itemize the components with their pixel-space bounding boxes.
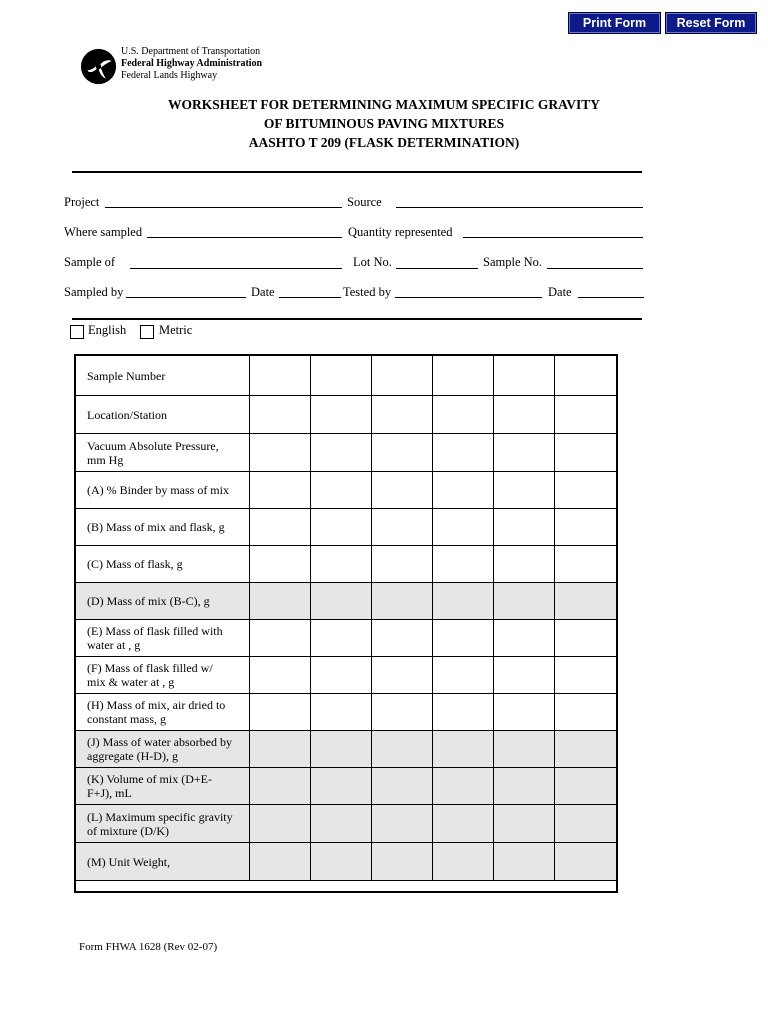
agency-line-fhwa: Federal Highway Administration [121, 58, 263, 69]
row-label: (K) Volume of mix (D+E- F+J), mL [76, 768, 250, 805]
data-cell[interactable] [311, 620, 372, 657]
data-cell[interactable] [311, 731, 372, 768]
data-cell[interactable] [372, 731, 433, 768]
data-cell[interactable] [372, 843, 433, 881]
data-cell[interactable] [433, 843, 494, 881]
date1-field[interactable] [279, 297, 341, 298]
data-cell[interactable] [555, 657, 617, 694]
data-cell[interactable] [250, 434, 311, 472]
data-cell[interactable] [494, 843, 555, 881]
data-cell[interactable] [555, 731, 617, 768]
data-cell[interactable] [372, 396, 433, 434]
sampled-by-field[interactable] [126, 297, 246, 298]
data-cell[interactable] [250, 843, 311, 881]
data-cell[interactable] [372, 583, 433, 620]
data-cell[interactable] [250, 694, 311, 731]
agency-block [121, 46, 262, 82]
data-cell[interactable] [494, 731, 555, 768]
data-cell[interactable] [372, 620, 433, 657]
data-cell[interactable] [433, 657, 494, 694]
table-row [76, 583, 617, 620]
quantity-represented-label: Quantity represented [348, 225, 453, 239]
sample-of-label: Sample of [64, 255, 116, 269]
title-line-3: AASHTO T 209 (FLASK DETERMINATION) [248, 135, 520, 150]
date2-field[interactable] [578, 297, 644, 298]
row-label: (A) % Binder by mass of mix [76, 472, 250, 509]
project-field[interactable] [105, 207, 342, 208]
data-cell[interactable] [433, 434, 494, 472]
row-label: Location/Station [76, 396, 250, 434]
data-cell[interactable] [372, 768, 433, 805]
row-label: (F) Mass of flask filled w/ mix & water at , g [76, 657, 250, 694]
row-label: Sample Number [76, 356, 250, 396]
data-cell[interactable] [250, 583, 311, 620]
data-cell[interactable] [555, 472, 617, 509]
data-cell[interactable] [311, 583, 372, 620]
data-cell[interactable] [311, 434, 372, 472]
data-cell[interactable] [372, 805, 433, 843]
data-cell[interactable] [250, 657, 311, 694]
data-cell[interactable] [555, 509, 617, 546]
english-checkbox[interactable] [70, 325, 84, 339]
table-row [76, 434, 617, 472]
title-line-2: OF BITUMINOUS PAVING MIXTURES [263, 116, 505, 131]
data-cell[interactable] [311, 472, 372, 509]
data-cell[interactable] [494, 694, 555, 731]
data-cell[interactable] [555, 396, 617, 434]
row-label: (B) Mass of mix and flask, g [76, 509, 250, 546]
date2-label: Date [548, 285, 572, 299]
row-label: Vacuum Absolute Pressure, mm Hg [76, 434, 250, 472]
dot-logo-icon [80, 48, 117, 85]
data-cell[interactable] [555, 546, 617, 583]
table-row [76, 843, 617, 881]
data-cell[interactable] [555, 805, 617, 843]
english-label: English [88, 323, 127, 337]
reset-form-button[interactable]: Reset Form [665, 12, 757, 34]
data-cell[interactable] [494, 472, 555, 509]
data-cell[interactable] [494, 509, 555, 546]
data-cell[interactable] [555, 356, 617, 396]
data-table [75, 355, 617, 881]
table-row [76, 768, 617, 805]
data-cell[interactable] [372, 472, 433, 509]
table-row [76, 731, 617, 768]
data-cell[interactable] [372, 694, 433, 731]
lot-no-field[interactable] [396, 268, 478, 269]
data-cell[interactable] [250, 731, 311, 768]
data-cell[interactable] [372, 434, 433, 472]
sample-of-field[interactable] [130, 268, 342, 269]
data-cell[interactable] [494, 434, 555, 472]
data-cell[interactable] [494, 356, 555, 396]
fields-divider [72, 318, 642, 320]
where-sampled-field[interactable] [147, 237, 342, 238]
row-label: (M) Unit Weight, [76, 843, 250, 881]
data-cell[interactable] [250, 546, 311, 583]
table-row [76, 546, 617, 583]
row-label: (J) Mass of water absorbed by aggregate (H-D), g [76, 731, 250, 768]
data-cell[interactable] [433, 694, 494, 731]
data-cell[interactable] [372, 657, 433, 694]
data-cell[interactable] [433, 396, 494, 434]
data-cell[interactable] [311, 396, 372, 434]
data-cell[interactable] [372, 546, 433, 583]
date1-label: Date [251, 285, 275, 299]
table-row [76, 694, 617, 731]
data-cell[interactable] [433, 731, 494, 768]
sampled-by-label: Sampled by [64, 285, 124, 299]
project-label: Project [64, 195, 100, 209]
data-cell[interactable] [433, 805, 494, 843]
data-cell[interactable] [555, 843, 617, 881]
data-cell[interactable] [555, 434, 617, 472]
table-row [76, 805, 617, 843]
lot-no-label: Lot No. [353, 255, 392, 269]
table-row [76, 472, 617, 509]
data-cell[interactable] [494, 768, 555, 805]
data-cell[interactable] [494, 583, 555, 620]
data-cell[interactable] [433, 356, 494, 396]
print-form-button[interactable]: Print Form [568, 12, 661, 34]
data-cell[interactable] [433, 620, 494, 657]
form-number: Form FHWA 1628 (Rev 02-07) [79, 941, 218, 953]
row-label: (H) Mass of mix, air dried to constant mass, g [76, 694, 250, 731]
where-sampled-label: Where sampled [64, 225, 143, 239]
data-cell[interactable] [311, 657, 372, 694]
data-cell[interactable] [311, 694, 372, 731]
data-cell[interactable] [494, 620, 555, 657]
data-cell[interactable] [433, 768, 494, 805]
data-cell[interactable] [433, 509, 494, 546]
table-row [76, 657, 617, 694]
source-label: Source [347, 195, 382, 209]
data-cell[interactable] [311, 509, 372, 546]
data-cell[interactable] [311, 356, 372, 396]
data-cell[interactable] [555, 583, 617, 620]
data-cell[interactable] [250, 472, 311, 509]
data-cell[interactable] [494, 396, 555, 434]
data-cell[interactable] [372, 509, 433, 546]
data-cell[interactable] [311, 768, 372, 805]
table-row [76, 396, 617, 434]
data-cell[interactable] [494, 657, 555, 694]
agency-line-flh: Federal Lands Highway [121, 70, 218, 81]
data-cell[interactable] [250, 768, 311, 805]
data-cell[interactable] [250, 620, 311, 657]
data-cell[interactable] [433, 583, 494, 620]
data-cell[interactable] [555, 694, 617, 731]
row-label: (E) Mass of flask filled with water at , g [76, 620, 250, 657]
row-label: (L) Maximum specific gravity of mixture (D/K) [76, 805, 250, 843]
tested-by-label: Tested by [343, 285, 392, 299]
agency-line-dot: U.S. Department of Transportation [121, 46, 261, 57]
sample-no-label: Sample No. [483, 255, 543, 269]
data-cell[interactable] [494, 546, 555, 583]
table-row [76, 509, 617, 546]
source-field[interactable] [396, 207, 643, 208]
title-line-1: WORKSHEET FOR DETERMINING MAXIMUM SPECIFIC GRAVITY [168, 97, 600, 112]
data-cell[interactable] [372, 356, 433, 396]
data-cell[interactable] [250, 396, 311, 434]
data-cell[interactable] [433, 546, 494, 583]
data-cell[interactable] [250, 805, 311, 843]
data-cell[interactable] [311, 546, 372, 583]
quantity-represented-field[interactable] [463, 237, 643, 238]
data-cell[interactable] [494, 805, 555, 843]
data-cell[interactable] [555, 768, 617, 805]
data-cell[interactable] [250, 356, 311, 396]
row-label: (C) Mass of flask, g [76, 546, 250, 583]
table-row [76, 620, 617, 657]
metric-checkbox[interactable] [140, 325, 154, 339]
table-row [76, 356, 617, 396]
sample-no-field[interactable] [547, 268, 643, 269]
data-cell[interactable] [311, 843, 372, 881]
tested-by-field[interactable] [395, 297, 542, 298]
data-cell[interactable] [250, 509, 311, 546]
row-label: (D) Mass of mix (B-C), g [76, 583, 250, 620]
data-cell[interactable] [311, 805, 372, 843]
data-cell[interactable] [433, 472, 494, 509]
data-cell[interactable] [555, 620, 617, 657]
metric-label: Metric [159, 323, 193, 337]
header-divider [72, 171, 642, 173]
